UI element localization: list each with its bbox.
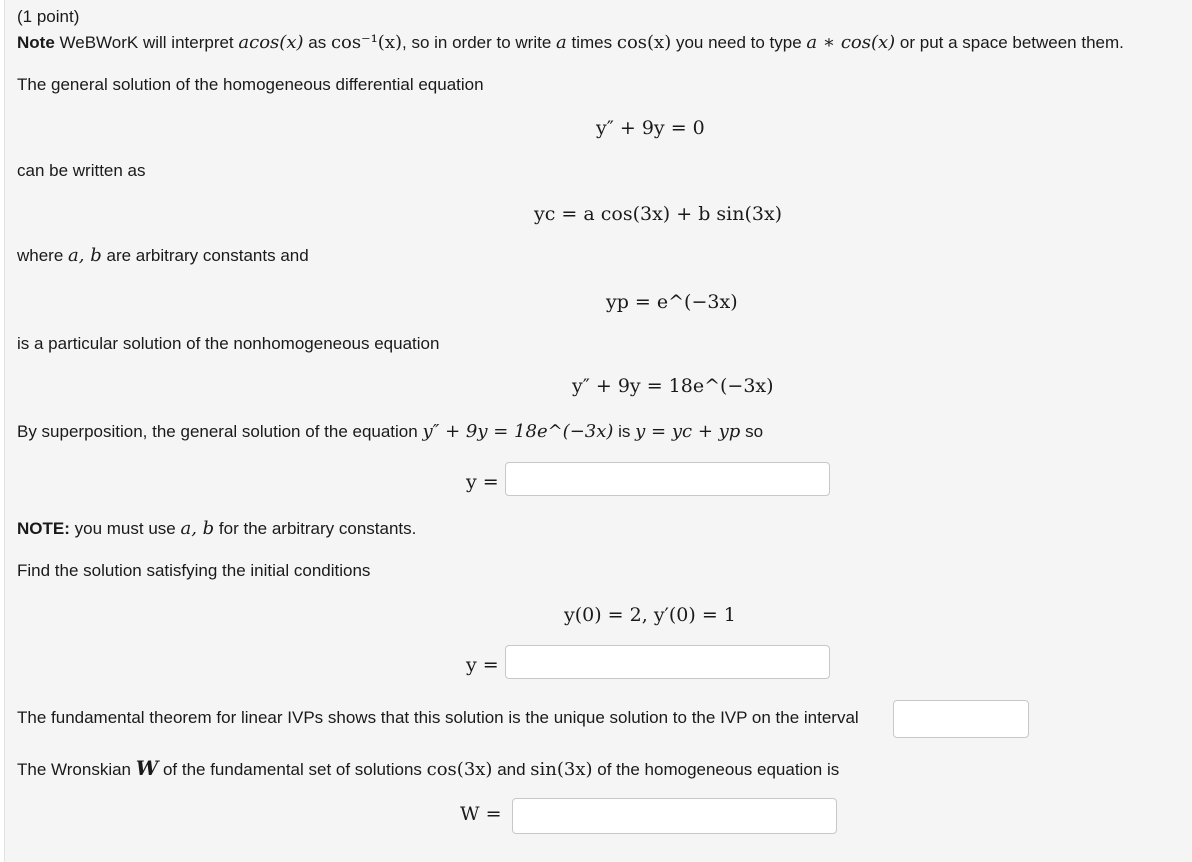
equation-nonhomogeneous: y″ + 9y = 18e^(−3x) [572,375,774,397]
intro-text: The general solution of the homogeneous differential equation [17,75,484,94]
math-nonhomog-inline: y″ + 9y = 18e^(−3x) [422,421,614,442]
note-line: Note WeBWorK will interpret acos(x) as cos⁻¹(x), so in order to write a times cos(x) you need to type a ∗ cos(x) or put a space between them. [17,32,1124,53]
math-cos-inverse: cos⁻¹(x) [330,32,403,53]
can-be-written-text: can be written as [17,161,146,180]
math-a-times-cos: a ∗ cos(x) [806,32,896,53]
math-sum: y = yc + yp [635,421,741,442]
points-label: (1 point) [17,7,80,26]
fundamental-text: The fundamental theorem for linear IVPs shows that this solution is the unique solution to the IVP on the interval [17,708,859,727]
equation-homogeneous: y″ + 9y = 0 [596,117,705,139]
particular-solution-input[interactable] [505,645,830,679]
math-ab: a, b [68,245,102,266]
math-a: a [556,32,567,53]
interval-input[interactable] [893,700,1029,738]
math-ab-notice: a, b [180,518,215,539]
math-acos: acos(x) [238,32,304,53]
math-W: W [135,756,159,780]
notice-line: NOTE: you must use a, b for the arbitrary constants. [17,518,417,539]
math-cos3x: cos(3x) [426,759,493,780]
wronskian-input[interactable] [512,798,837,834]
particular-text: is a particular solution of the nonhomogeneous equation [17,334,440,353]
where-line: where a, b are arbitrary constants and [17,245,309,266]
math-cosx: cos(x) [616,32,672,53]
general-solution-input[interactable] [505,462,830,496]
answer1-label: y = [466,471,499,493]
note-label: Note [17,33,55,52]
wronskian-line: The Wronskian W of the fundamental set of solutions cos(3x) and sin(3x) of the homogeneous equation is [17,756,840,780]
answer2-label: y = [466,654,499,676]
equation-yc: yc = a cos(3x) + b sin(3x) [534,203,783,225]
find-text: Find the solution satisfying the initial conditions [17,561,371,580]
superposition-line: By superposition, the general solution of the equation y″ + 9y = 18e^(−3x) is y = yc + yp so [17,421,764,442]
equation-initial-conditions: y(0) = 2, y′(0) = 1 [564,604,736,626]
equation-yp: yp = e^(−3x) [606,291,738,313]
math-sin3x: sin(3x) [530,759,593,780]
answer3-label: W = [460,803,502,825]
